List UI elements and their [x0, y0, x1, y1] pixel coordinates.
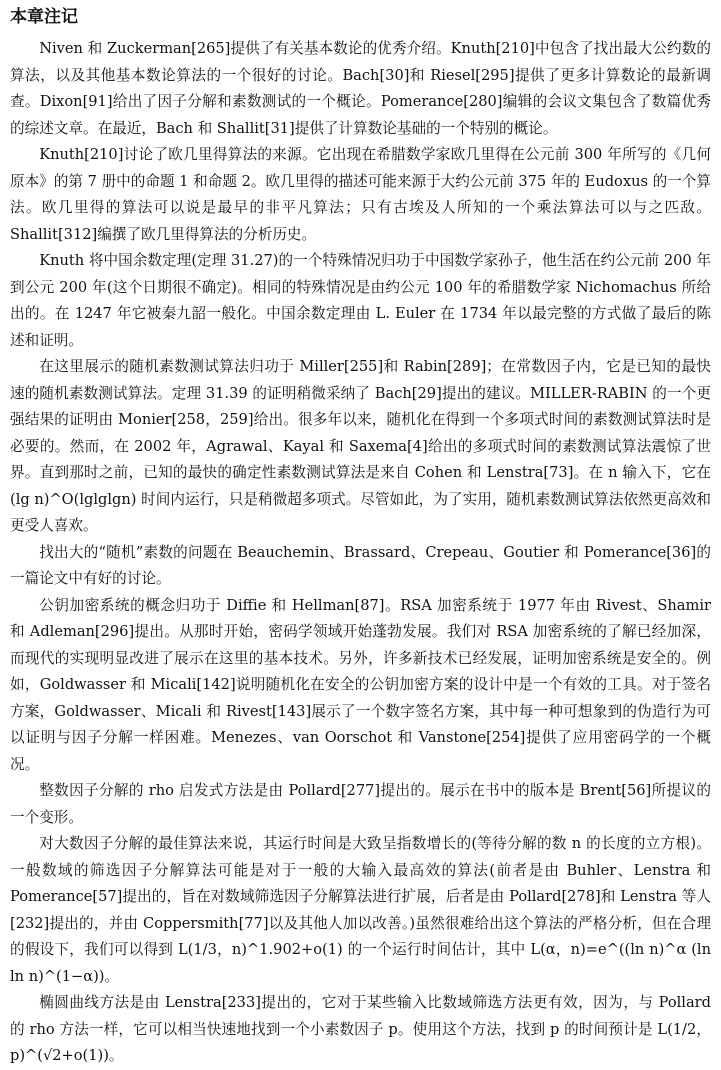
paragraph-5: 找出大的“随机”素数的问题在 Beauchemin、Brassard、Crepeau、Goutier 和 Pomerance[36]的一篇论文中有好的讨论。: [10, 543, 711, 587]
paragraph-8: 对大数因子分解的最佳算法来说，其运行时间是大致呈指数增长的(等待分解的数 n 的长度的立方根)。一般数域的筛选因子分解算法可能是对于一般的大输入最高效的算法(前者是由 Buhler、Lenstra 和 Pomerance[57]提出的，旨在对数域筛选因子分解算法进行扩展，后者是由 Pollard[278]和 Lenstra 等人[232]提出的，并由 Coppersmith[77]以及其他人加以改善。)虽然很难给出这个算法的严格分析，但在合理的假设下，我们可以得到 L(1/3，n)^1.902+o(1) 的一个运行时间估计，其中 L(α，n)=e^((ln n)^α (ln ln n)^(1−α))。: [10, 835, 711, 985]
paragraph-1: Niven 和 Zuckerman[265]提供了有关基本数论的优秀介绍。Knuth[210]中包含了找出最大公约数的算法，以及其他基本数论算法的一个很好的讨论。Bach[30]和 Riesel[295]提供了更多计算数论的最新调查。Dixon[91]给出了因子分解和素数测试的一个概论。Pomerance[280]编辑的会议文集包含了数篇优秀的综述文章。在最近，Bach 和 Shallit[31]提供了计算数论基础的一个特别的概论。: [10, 40, 711, 137]
paragraph-9: 椭圆曲线方法是由 Lenstra[233]提出的，它对于某些输入比数域筛选方法更有效，因为，与 Pollard 的 rho 方法一样，它可以相当快速地找到一个小素数因子 p。使用这个方法，找到 p 的时间预计是 L(1/2，p)^(√2+o(1))。: [10, 994, 711, 1064]
paragraph-2: Knuth[210]讨论了欧几里得算法的来源。它出现在希腊数学家欧几里得在公元前 300 年所写的《几何原本》的第 7 册中的命题 1 和命题 2。欧几里得的描述可能来源于大约公元前 375 年的 Eudoxus 的一个算法。欧几里得的算法可以说是最早的非平凡算法；只有古埃及人所知的一个乘法算法可以与之匹敌。Shallit[312]编撰了欧几里得算法的分析历史。: [10, 146, 711, 243]
section-title: 本章注记: [10, 7, 78, 27]
paragraph-3: Knuth 将中国余数定理(定理 31.27)的一个特殊情况归功于中国数学家孙子，他生活在约公元前 200 年到公元 200 年(这个日期很不确定)。相同的特殊情况是由约公元 100 年的希腊数学家 Nichomachus 所给出的。在 1247 年它被秦九韶一般化。中国余数定理由 L. Euler 在 1734 年以最完整的方式做了最后的陈述和证明。: [10, 252, 711, 349]
paragraph-7: 整数因子分解的 rho 启发式方法是由 Pollard[277]提出的。展示在书中的版本是 Brent[56]所提议的一个变形。: [10, 782, 711, 826]
paragraph-6: 公钥加密系统的概念归功于 Diffie 和 Hellman[87]。RSA 加密系统于 1977 年由 Rivest、Shamir 和 Adleman[296]提出。从那时开始，密码学领域开始蓬勃发展。我们对 RSA 加密系统的了解已经加深，而现代的实现明显改进了展示在这里的基本技术。另外，许多新技术已经发展，证明加密系统是安全的。例如，Goldwasser 和 Micali[142]说明随机化在安全的公钥加密方案的设计中是一个有效的工具。对于签名方案，Goldwasser、Micali 和 Rivest[143]展示了一个数字签名方案，其中每一种可想象到的伪造行为可以证明与因子分解一样困难。Menezes、van Oorschot 和 Vanstone[254]提供了应用密码学的一个概况。: [10, 596, 711, 773]
paragraph-4: 在这里展示的随机素数测试算法归功于 Miller[255]和 Rabin[289]；在常数因子内，它是已知的最快速的随机素数测试算法。定理 31.39 的证明稍微采纳了 Bach[29]提出的建议。MILLER-RABIN 的一个更强结果的证明由 Monier[258，259]给出。很多年以来，随机化在得到一个多项式时间的素数测试算法时是必要的。然而，在 2002 年，Agrawal、Kayal 和 Saxema[4]给出的多项式时间的素数测试算法震惊了世界。直到那时之前，已知的最快的确定性素数测试算法是来自 Cohen 和 Lenstra[73]。在 n 输入下，它在(lg n)^O(lglglgn) 时间内运行，只是稍微超多项式。尽管如此，为了实用，随机素数测试算法依然更高效和更受人喜欢。: [10, 358, 711, 534]
